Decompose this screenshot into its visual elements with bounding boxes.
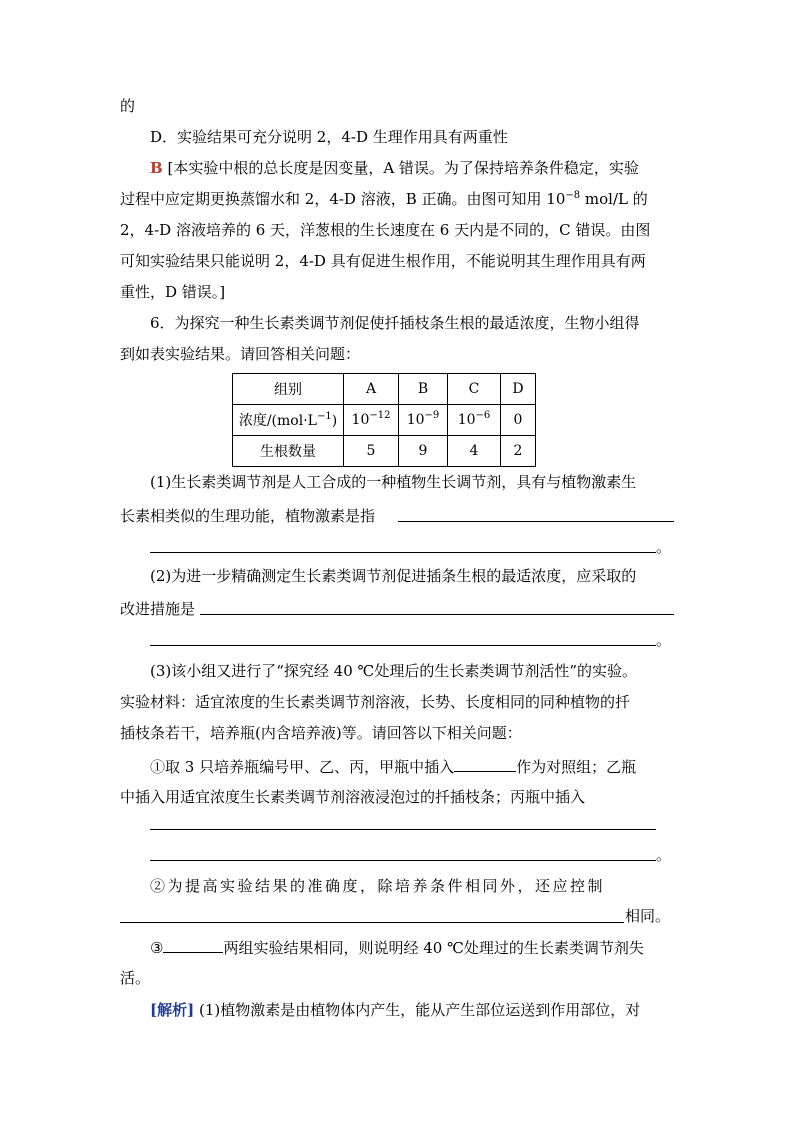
item-3-line-2: 活。: [120, 969, 151, 987]
answer-blank[interactable]: [150, 829, 656, 830]
table-header-cell: 组别: [233, 374, 344, 405]
answer-blank[interactable]: [150, 645, 656, 646]
answer-text-2b: mol/L 的: [580, 190, 648, 208]
table-cell: 2: [501, 436, 536, 467]
period-mark: 。: [656, 538, 672, 556]
answer-line-4: 可知实验结果只能说明 2，4-D 具有促进生根作用，不能说明其生理作用具有两: [120, 252, 646, 270]
answer-blank[interactable]: [398, 521, 674, 522]
question-6-line-1: 6．为探究一种生长素类调节剂促使扦插枝条生根的最适浓度，生物小组得: [150, 314, 640, 332]
table-cell: $10^{-12}$: [344, 405, 399, 436]
item-1-text-b: 作为对照组；乙瓶: [516, 758, 637, 776]
answer-line-1: [150, 158, 639, 178]
period-mark: 。: [656, 631, 672, 649]
analysis-label: [解析]: [150, 1001, 195, 1019]
sub-q2-line-2: 改进措施是: [120, 600, 196, 618]
answer-blank[interactable]: [454, 756, 516, 772]
roots-label: 生根数量: [233, 436, 344, 467]
table-row: [233, 405, 536, 436]
item-3-text-a: ③: [150, 939, 164, 957]
answer-blank[interactable]: [120, 922, 624, 923]
sub-q3-line-2: 实验材料：适宜浓度的生长素类调节剂溶液，长势、长度相同的同种植物的扦: [120, 693, 631, 711]
answer-sup: −8: [565, 190, 581, 201]
question-6-line-2: 到如表实验结果。请回答相关问题：: [120, 345, 361, 363]
table-cell: $10^{-6}$: [448, 405, 501, 436]
table-cell: 5: [344, 436, 399, 467]
sub-q3-line-1: (3)该小组又进行了“探究经 40 ℃处理后的生长素类调节剂活性”的实验。: [150, 662, 637, 680]
table-row: [233, 436, 536, 467]
table-cell: $10^{-9}$: [399, 405, 448, 436]
period-mark: 。: [656, 846, 672, 864]
item-3-line-1: [150, 937, 644, 957]
item-1-line-1: [150, 756, 636, 776]
answer-blank[interactable]: [163, 937, 223, 953]
line-de: 的: [120, 97, 136, 115]
sub-q3-line-3: 插枝条若干，培养瓶(内含培养液)等。请回答以下相关问题：: [120, 724, 522, 742]
answer-line-5: 重性，D 错误。]: [120, 283, 226, 301]
item-2-line-1: ②为提高实验结果的准确度，除培养条件相同外，还应控制: [150, 877, 606, 895]
table-header-cell: C: [448, 374, 501, 405]
answer-blank[interactable]: [150, 860, 656, 861]
answer-line-3: 2，4-D 溶液培养的 6 天，洋葱根的生长速度在 6 天内是不同的，C 错误。由图: [120, 221, 651, 239]
sub-q2-line-1: (2)为进一步精确测定生长素类调节剂促进插条生根的最适浓度，应采取的: [150, 567, 637, 585]
sub-q1-line-2: 长素相类似的生理功能，植物激素是指: [120, 507, 376, 525]
sub-q1-line-1: (1)生长素类调节剂是人工合成的一种植物生长调节剂，具有与植物激素生: [150, 473, 637, 491]
option-d: D．实验结果可充分说明 2，4-D 生理作用具有两重性: [150, 128, 508, 146]
item-3-text-b: 两组实验结果相同，则说明经 40 ℃处理过的生长素类调节剂失: [223, 939, 644, 957]
table-cell: 0: [501, 405, 536, 436]
answer-text-1: [本实验中根的总长度是因变量，A 错误。为了保持培养条件稳定，实验: [167, 159, 639, 177]
analysis-line: [150, 1000, 640, 1020]
item-1-text-a: ①取 3 只培养瓶编号甲、乙、丙，甲瓶中插入: [150, 758, 455, 776]
answer-blank[interactable]: [150, 552, 656, 553]
answer-blank[interactable]: [200, 614, 674, 615]
concentration-label: 浓度$/(mol\cdot L^{-1})$: [233, 405, 344, 436]
table-cell: 9: [399, 436, 448, 467]
answer-letter: B: [150, 159, 163, 177]
table-cell: 4: [448, 436, 501, 467]
item-2-line-2: 相同。: [625, 907, 671, 925]
table-row: [233, 374, 536, 405]
item-1-line-2: 中插入用适宜浓度生长素类调节剂溶液浸泡过的扦插枝条；丙瓶中插入: [120, 788, 586, 806]
answer-text-2a: 过程中应定期更换蒸馏水和 2，4-D 溶液，B 正确。由图可知用 10: [120, 190, 566, 208]
table-header-cell: B: [399, 374, 448, 405]
analysis-text: (1)植物激素是由植物体内产生，能从产生部位运送到作用部位，对: [198, 1001, 641, 1019]
table-header-cell: D: [501, 374, 536, 405]
results-table: [232, 373, 536, 467]
answer-line-2: [120, 189, 648, 209]
table-header-cell: A: [344, 374, 399, 405]
